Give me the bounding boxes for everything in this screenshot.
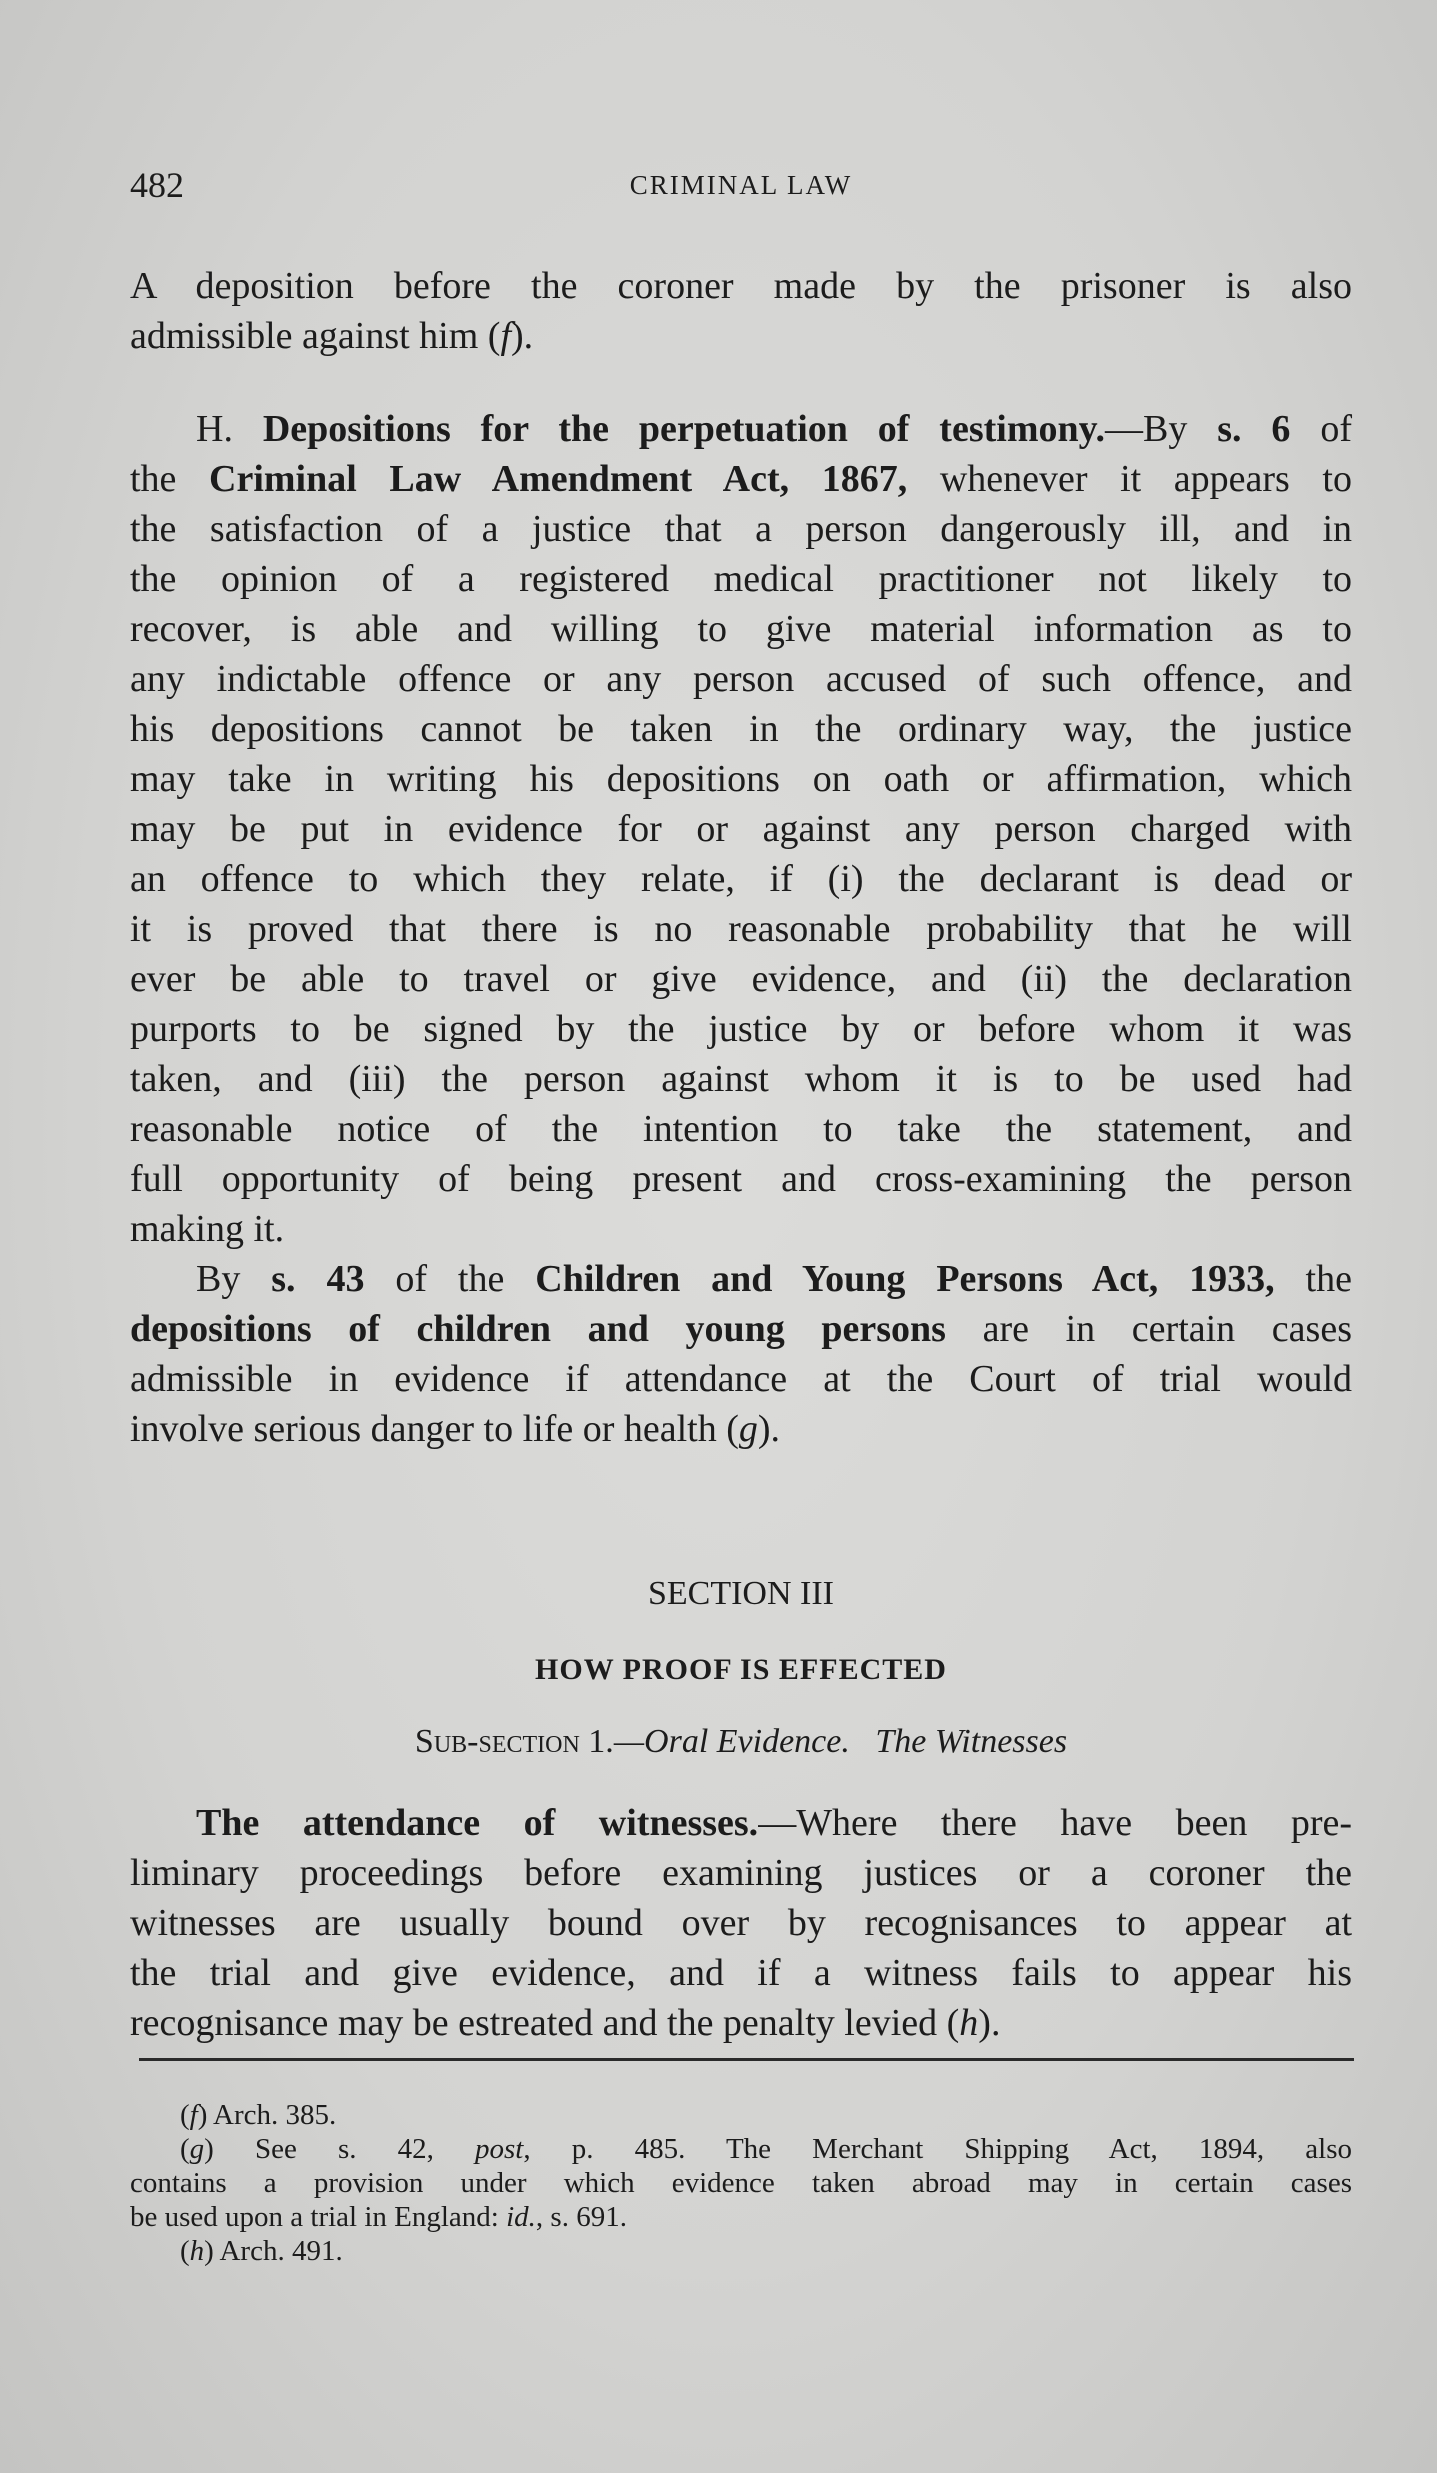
text-line: [130, 404, 1352, 454]
text: involve serious danger to life or health (: [130, 1408, 739, 1450]
footnote-line: [130, 2132, 1352, 2166]
bold-text: Criminal Law Amendment Act, 1867,: [209, 458, 908, 500]
text: any indictable offence or any person accused of such offence, and: [130, 658, 1352, 700]
text-line: [130, 504, 1352, 554]
text: be used upon a trial in England:: [130, 2201, 507, 2233]
italic-text: g: [738, 1408, 758, 1450]
running-title: CRIMINAL LAW: [629, 170, 853, 200]
text: ) See s. 42,: [204, 2133, 475, 2165]
text: of the: [364, 1258, 536, 1300]
text-line: [130, 1104, 1352, 1154]
subsection-title: —Oral Evidence.: [613, 1723, 850, 1760]
text: , s. 691.: [535, 2201, 627, 2233]
footnote-divider: [139, 2058, 1354, 2061]
text: the opinion of a registered medical practitioner not likely to: [130, 558, 1352, 600]
text-line: [130, 1998, 1352, 2048]
text: ) Arch. 385.: [197, 2099, 337, 2131]
text: the: [1274, 1258, 1352, 1300]
text-line: [130, 1154, 1352, 1204]
text: may be put in evidence for or against any person charged with: [130, 808, 1352, 850]
text: H.: [196, 408, 263, 450]
text-line: [130, 954, 1352, 1004]
text-line: [130, 654, 1352, 704]
italic-text: post: [475, 2133, 524, 2165]
italic-text: h: [959, 2002, 979, 2044]
italic-text: f: [189, 2099, 198, 2131]
bold-text: Children and Young Persons Act, 1933,: [535, 1258, 1275, 1300]
text: ) Arch. 491.: [204, 2235, 343, 2267]
italic-text: f: [500, 315, 512, 357]
subsection-heading: [130, 1717, 1352, 1767]
text: liminary proceedings before examining justices or a coroner the: [130, 1852, 1352, 1894]
text: (: [180, 2099, 190, 2131]
text-line: [130, 311, 1352, 361]
footnote-line: [130, 2200, 1352, 2234]
italic-text: h: [189, 2235, 205, 2267]
text: are in certain cases: [945, 1308, 1352, 1350]
text: the trial and give evidence, and if a witness fails to appear his: [130, 1952, 1352, 1994]
footnote-line: [130, 2166, 1352, 2200]
text-line: [130, 704, 1352, 754]
footnote-line: [130, 2234, 1352, 2268]
text: the satisfaction of a justice that a person dangerously ill, and in: [130, 508, 1352, 550]
bold-text: depositions of children and young persons: [130, 1308, 946, 1350]
text: —Where there have been pre-: [758, 1802, 1352, 1844]
text-line: [130, 1848, 1352, 1898]
text-line: [130, 754, 1352, 804]
text: ).: [511, 315, 534, 357]
text: ).: [757, 1408, 781, 1450]
text: purports to be signed by the justice by or before whom it was: [130, 1008, 1352, 1050]
bold-text: Depositions for the perpetuation of testimony.: [262, 408, 1106, 450]
text-line: [130, 554, 1352, 604]
text: contains a provision under which evidence taken abroad may in certain cases: [130, 2167, 1352, 2199]
text: the: [130, 458, 210, 500]
bold-text: The attendance of witnesses.: [196, 1802, 759, 1844]
text: may take in writing his depositions on oath or affirmation, which: [130, 758, 1352, 800]
text-line: [130, 1898, 1352, 1948]
paragraph-deposition-coroner: [130, 261, 1352, 361]
text: of: [1290, 408, 1352, 450]
text-line: [130, 1254, 1352, 1304]
text-line: [130, 1004, 1352, 1054]
text: making it.: [130, 1208, 285, 1250]
text-line: [130, 604, 1352, 654]
running-header: [130, 160, 1352, 210]
text: —By: [1105, 408, 1218, 450]
bold-text: s. 43: [271, 1258, 365, 1300]
text: By: [196, 1258, 272, 1300]
text: it is proved that there is no reasonable probability that he will: [130, 908, 1352, 950]
section-heading: SECTION III: [647, 1575, 835, 1612]
text: his depositions cannot be taken in the ordinary way, the justice: [130, 708, 1352, 750]
text-line: [130, 904, 1352, 954]
text: an offence to which they relate, if (i) the declarant is dead or: [130, 858, 1352, 900]
footnotes: [130, 2098, 1352, 2268]
italic-text: g: [189, 2133, 205, 2165]
text: (: [180, 2235, 190, 2267]
text: whenever it appears to: [907, 458, 1352, 500]
text: ).: [978, 2002, 1001, 2044]
text: admissible against him (: [130, 315, 501, 357]
paragraph-attendance-of-witnesses: [130, 1798, 1352, 2048]
text-line: [130, 1204, 1352, 1254]
page-number: 482: [130, 165, 184, 205]
text: ever be able to travel or give evidence, and (ii) the declaration: [130, 958, 1352, 1000]
bold-text: s. 6: [1217, 408, 1291, 450]
text: (: [180, 2133, 190, 2165]
subsection-label: Sub-section 1.: [414, 1723, 614, 1760]
text-line: [130, 1054, 1352, 1104]
text: A deposition before the coroner made by the prisoner is also: [130, 265, 1352, 307]
paragraph-perpetuation-of-testimony: [130, 404, 1352, 1454]
text: reasonable notice of the intention to take the statement, and: [130, 1108, 1352, 1150]
text-line: [130, 1354, 1352, 1404]
text-line: [130, 1304, 1352, 1354]
italic-text: id.: [506, 2201, 536, 2233]
text: recognisance may be estreated and the penalty levied (: [130, 2002, 960, 2044]
text-line: [130, 804, 1352, 854]
text: admissible in evidence if attendance at the Court of trial would: [130, 1358, 1352, 1400]
text: , p. 485. The Merchant Shipping Act, 1894, also: [523, 2133, 1352, 2165]
text-line: [130, 261, 1352, 311]
text-line: [130, 1798, 1352, 1848]
footnote-line: [130, 2098, 1352, 2132]
text: recover, is able and willing to give material information as to: [130, 608, 1352, 650]
text: witnesses are usually bound over by recognisances to appear at: [130, 1902, 1352, 1944]
section-title: HOW PROOF IS EFFECTED: [535, 1653, 947, 1686]
text-line: [130, 854, 1352, 904]
text-line: [130, 1404, 1352, 1454]
text: full opportunity of being present and cross-examining the person: [130, 1158, 1352, 1200]
subsection-subtitle: The Witnesses: [875, 1723, 1068, 1760]
text: taken, and (iii) the person against whom it is to be used had: [130, 1058, 1352, 1100]
text-line: [130, 1948, 1352, 1998]
text-line: [130, 454, 1352, 504]
